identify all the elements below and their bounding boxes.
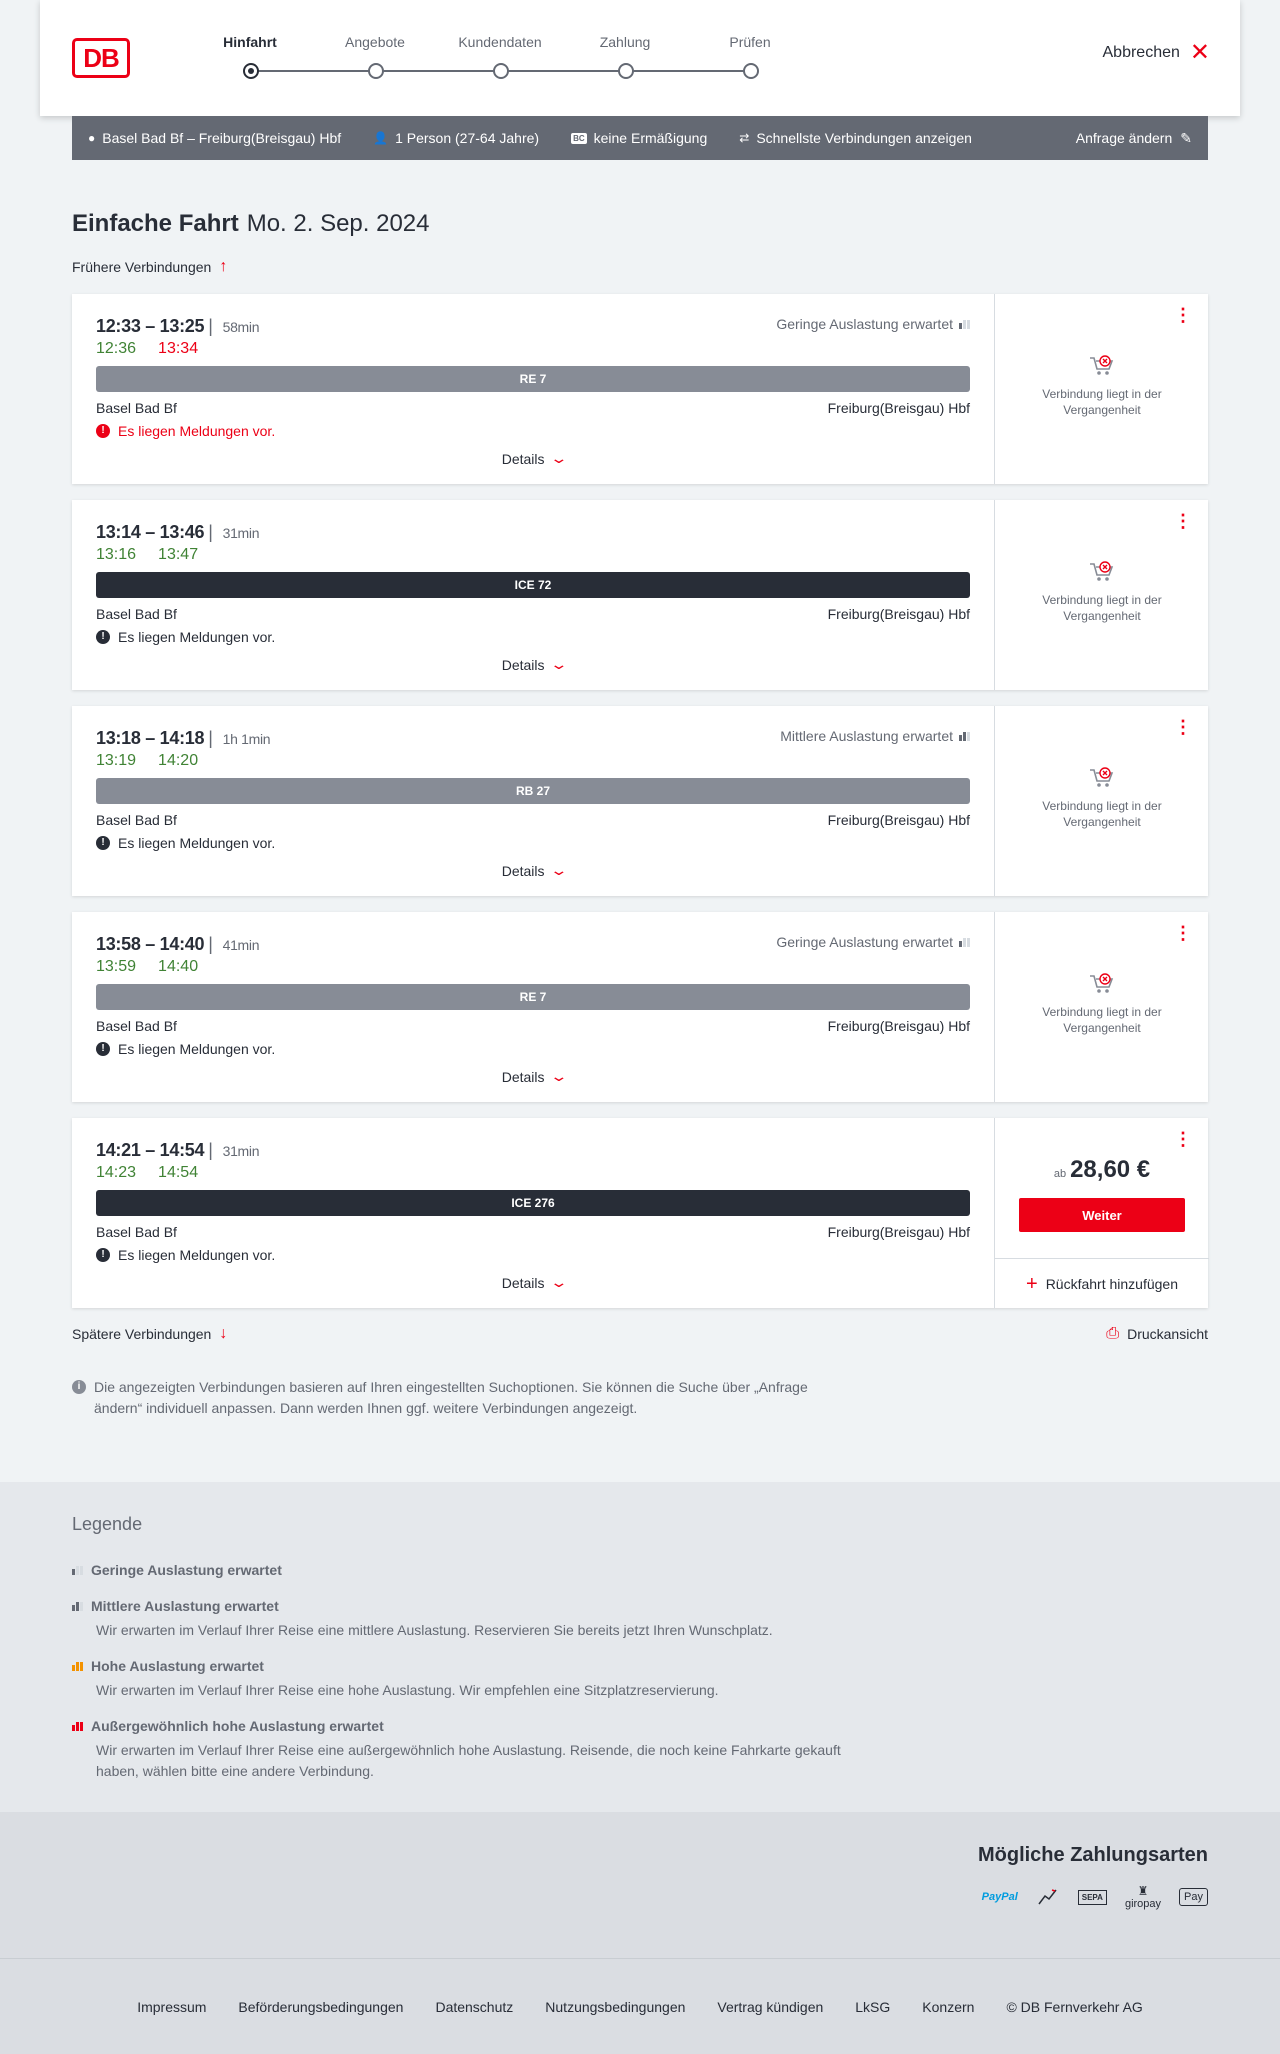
legend-item-title: Geringe Auslastung erwartet [91,1562,282,1578]
arrival-station: Freiburg(Breisgau) Hbf [827,1224,970,1240]
cart-unavailable-icon [1088,766,1116,790]
step-dot [618,63,634,79]
realtime-times [96,340,220,358]
continue-button[interactable]: Weiter [1019,1198,1185,1232]
realtime-departure: 13:16 [96,546,137,563]
departure-station: Basel Bad Bf [96,606,177,622]
connection-times [96,522,259,543]
details-label: Details [501,1274,545,1291]
footer-link-datenschutz[interactable]: Datenschutz [435,1998,514,2015]
past-connection-notice [995,354,1209,418]
earlier-label: Frühere Verbindungen [72,259,212,275]
train-bar: RE 7 [96,984,970,1010]
paypal-pal: Pal [1001,1891,1018,1903]
details-toggle[interactable] [72,656,994,673]
later-label: Spätere Verbindungen [72,1326,212,1342]
past-text: Verbindung liegt in der Vergangenheit [1042,799,1162,829]
cart-unavailable-icon [1088,972,1116,996]
duration: 1h 1min [222,731,271,747]
footer-link-impressum[interactable]: Impressum [137,1998,207,2015]
realtime-arrival: 14:40 [158,958,199,975]
fastest-toggle[interactable] [739,130,972,146]
realtime-departure: 13:59 [96,958,137,975]
arrow-up-icon: ↑ [219,258,228,275]
occupancy-indicator [780,728,970,744]
add-return-trip-button[interactable] [995,1258,1209,1308]
chevron-down-icon: ⌄ [549,450,568,466]
fastest-text: Schnellste Verbindungen anzeigen [756,130,972,146]
step-dot [493,63,509,79]
footer-link-befoerderungsbedingungen[interactable]: Beförderungsbedingungen [238,1998,404,2015]
occupancy-low-icon [959,320,970,329]
offer-panel [994,912,1208,1102]
separator: | [208,934,213,954]
connection-main[interactable] [72,706,994,896]
details-label: Details [501,1068,545,1085]
progress-stepper [210,34,770,84]
price [995,1156,1209,1184]
alert-icon: ! [96,1042,110,1056]
step-dot [368,63,384,79]
train-bar: ICE 72 [96,572,970,598]
price-prefix: ab [1053,1168,1067,1180]
disruption-message [96,835,275,851]
step-label: Prüfen [729,34,771,50]
offer-panel [994,1118,1208,1308]
route-summary [88,130,341,146]
past-text: Verbindung liegt in der Vergangenheit [1042,387,1162,417]
step-pruefen [705,34,795,54]
legend-item-title: Außergewöhnlich hohe Auslastung erwartet [91,1718,384,1734]
pencil-icon: ✎ [1180,129,1192,146]
separator: | [208,522,213,542]
details-toggle[interactable] [72,1274,994,1291]
swap-icon: ⇄ [739,131,750,145]
persons-text: 1 Person (27-64 Jahre) [395,130,540,146]
print-view-link[interactable] [1106,1325,1208,1343]
chevron-down-icon: ⌄ [549,862,568,878]
cart-unavailable-icon [1088,560,1116,584]
page-title [72,210,430,238]
details-toggle[interactable] [72,1068,994,1085]
legend-item-high [72,1658,852,1701]
close-icon: ✕ [1189,39,1210,66]
connection-card [72,912,1208,1102]
step-angebote [330,34,420,54]
legend-item-desc: Wir erwarten im Verlauf Ihrer Reise eine mittlere Auslastung. Reservieren Sie bereits jetzt Ihren Wunschplatz. [96,1622,773,1638]
realtime-departure: 14:23 [96,1164,137,1181]
connection-card [72,1118,1208,1308]
apple-pay-label: Pay [1184,1891,1203,1903]
sepa-icon [1078,1890,1107,1905]
occupancy-low-icon [959,938,970,947]
train-bar: RE 7 [96,366,970,392]
past-text: Verbindung liegt in der Vergangenheit [1042,1005,1162,1035]
separator: | [208,1140,213,1160]
credit-card-icon [1036,1886,1060,1908]
step-label: Hinfahrt [223,34,277,50]
message-text: Es liegen Meldungen vor. [118,1247,276,1263]
change-request-label: Anfrage ändern [1075,130,1173,146]
realtime-times [96,958,220,976]
occupancy-medium-icon [72,1602,83,1611]
step-dot [243,63,259,79]
departure-station: Basel Bad Bf [96,1018,177,1034]
connection-main[interactable] [72,912,994,1102]
connection-times [96,934,259,955]
realtime-arrival: 14:20 [158,752,199,769]
footer-link-vertrag-kuendigen[interactable]: Vertrag kündigen [717,1998,824,2015]
details-toggle[interactable] [72,862,994,879]
disruption-message [96,1041,275,1057]
step-hinfahrt[interactable] [205,34,295,54]
legend-section [0,1482,1280,1812]
info-text: Die angezeigten Verbindungen basieren auf Ihren eingestellten Suchoptionen. Sie können die Suche über „Anfrage ändern“ individuell anpassen. Dann werden Ihnen ggf. weitere Verbindungen angezeigt. [94,1379,808,1416]
location-pin-icon: ● [88,131,96,145]
plus-icon: + [1026,1272,1038,1295]
alert-icon: ! [96,1248,110,1262]
occupancy-high-icon [72,1662,83,1671]
message-text: Es liegen Meldungen vor. [118,835,276,851]
more-options-icon[interactable]: ⋮ [1174,305,1192,325]
train-bar: ICE 276 [96,1190,970,1216]
separator: | [208,728,213,748]
details-label: Details [501,862,545,879]
duration: 31min [222,1143,260,1159]
connection-main[interactable] [72,500,994,690]
apple-pay-icon [1179,1888,1208,1906]
printer-icon: ⎙ [1106,1325,1120,1342]
cart-unavailable-icon [1088,354,1116,378]
realtime-times [96,752,220,770]
legend-item-title: Hohe Auslastung erwartet [91,1658,264,1674]
footer-link-lksg[interactable]: LkSG [855,1998,891,2015]
persons-summary [373,130,539,146]
more-options-icon[interactable]: ⋮ [1174,923,1192,943]
step-zahlung [580,34,670,54]
disruption-message [96,1247,275,1263]
payment-section [0,1812,1280,1958]
arrival-station: Freiburg(Breisgau) Hbf [827,400,970,416]
chevron-down-icon: ⌄ [549,1068,568,1084]
arrival-station: Freiburg(Breisgau) Hbf [827,812,970,828]
legend-item-desc: Wir erwarten im Verlauf Ihrer Reise eine hohe Auslastung. Wir empfehlen eine Sitzplatzreservierung. [96,1682,719,1698]
planned-times: 13:14 – 13:46 [96,522,205,542]
legend-item-medium [72,1598,852,1641]
trip-date: Mo. 2. Sep. 2024 [246,210,430,237]
details-toggle[interactable] [72,450,994,467]
connection-card [72,706,1208,896]
sepa-label: SEPA [1078,1890,1107,1905]
past-connection-notice [995,972,1209,1036]
chevron-down-icon: ⌄ [549,656,568,672]
earlier-connections-link[interactable] [72,258,227,276]
legend-item-desc: Wir erwarten im Verlauf Ihrer Reise eine außergewöhnlich hohe Auslastung. Reisende, die noch keine Fahrkarte gekauft haben, wählen bitte eine andere Verbindung. [96,1742,841,1779]
details-label: Details [501,656,545,673]
offer-panel [994,294,1208,484]
search-summary-bar [72,116,1208,160]
later-connections-link[interactable] [72,1325,227,1343]
alert-icon: ! [96,836,110,850]
discount-text: keine Ermäßigung [593,130,708,146]
alert-icon: ! [96,630,110,644]
duration: 58min [222,319,260,335]
occupancy-text: Mittlere Auslastung erwartet [780,728,953,744]
connection-times [96,728,270,749]
more-options-icon[interactable]: ⋮ [1174,511,1192,531]
route-text: Basel Bad Bf – Freiburg(Breisgau) Hbf [102,130,342,146]
connection-times [96,316,259,337]
past-connection-notice [995,766,1209,830]
realtime-arrival: 13:34 [158,340,199,357]
occupancy-text: Geringe Auslastung erwartet [776,934,953,950]
realtime-arrival: 13:47 [158,546,199,563]
db-logo[interactable]: DB [72,38,130,78]
occupancy-indicator [776,316,970,332]
person-icon: 👤 [373,131,389,145]
realtime-times [96,546,220,564]
planned-times: 13:58 – 14:40 [96,934,205,954]
price-value: 28,60 € [1070,1156,1151,1183]
bahncard-icon: BC [573,133,585,143]
legend-item-low [72,1562,852,1578]
arrival-station: Freiburg(Breisgau) Hbf [827,606,970,622]
footer-copyright: © DB Fernverkehr AG [1006,1998,1143,2015]
add-return-label: Rückfahrt hinzufügen [1045,1275,1178,1292]
payment-methods [982,1884,1208,1910]
legend-item-title: Mittlere Auslastung erwartet [91,1598,279,1614]
giropay-label: giropay [1124,1898,1162,1910]
planned-times: 12:33 – 13:25 [96,316,205,336]
message-text: Es liegen Meldungen vor. [118,423,276,439]
duration: 41min [222,937,260,953]
separator: | [208,316,213,336]
message-text: Es liegen Meldungen vor. [118,629,276,645]
cancel-button[interactable] [1102,39,1211,66]
planned-times: 13:18 – 14:18 [96,728,205,748]
legend-title: Legende [72,1514,143,1534]
offer-panel [994,706,1208,896]
occupancy-low-icon [72,1566,83,1575]
realtime-times [96,1164,220,1182]
realtime-arrival: 14:54 [158,1164,199,1181]
disruption-message [96,423,275,439]
paypal-pay: Pay [981,1891,1002,1903]
connection-main[interactable] [72,294,994,484]
step-label: Kundendaten [458,34,542,50]
alert-icon: ! [96,424,110,438]
footer-link-konzern[interactable]: Konzern [922,1998,975,2015]
realtime-departure: 12:36 [96,340,137,357]
disruption-message [96,629,275,645]
train-bar: RB 27 [96,778,970,804]
cancel-label: Abbrechen [1102,44,1180,61]
step-dot [743,63,759,79]
connection-main[interactable] [72,1118,994,1308]
details-label: Details [501,450,545,467]
more-options-icon[interactable]: ⋮ [1174,1129,1192,1149]
occupancy-indicator [776,934,970,950]
offer-panel [994,500,1208,690]
change-request-button[interactable] [1076,130,1192,147]
departure-station: Basel Bad Bf [96,1224,177,1240]
occupancy-text: Geringe Auslastung erwartet [776,316,953,332]
footer [0,1958,1280,2054]
chevron-down-icon: ⌄ [549,1274,568,1290]
occupancy-exceptional-icon [72,1722,83,1731]
header [40,0,1240,116]
discount-summary [571,130,707,146]
step-kundendaten [455,34,545,54]
departure-station: Basel Bad Bf [96,812,177,828]
arrival-station: Freiburg(Breisgau) Hbf [827,1018,970,1034]
giropay-icon: ♜ giropay [1124,1884,1162,1910]
connection-card [72,294,1208,484]
legend-item-exceptional [72,1718,852,1782]
paypal-icon [982,1891,1018,1903]
connection-card [72,500,1208,690]
footer-link-nutzungsbedingungen[interactable]: Nutzungsbedingungen [545,1998,686,2015]
trip-type: Einfache Fahrt [72,210,239,237]
payment-title: Mögliche Zahlungsarten [977,1844,1208,1866]
connection-times [96,1140,259,1161]
print-label: Druckansicht [1127,1326,1208,1342]
info-note [72,1377,852,1419]
info-icon: i [72,1380,86,1394]
step-label: Zahlung [599,34,651,50]
planned-times: 14:21 – 14:54 [96,1140,205,1160]
message-text: Es liegen Meldungen vor. [118,1041,276,1057]
step-label: Angebote [345,34,405,50]
more-options-icon[interactable]: ⋮ [1174,717,1192,737]
duration: 31min [222,525,260,541]
realtime-departure: 13:19 [96,752,137,769]
departure-station: Basel Bad Bf [96,400,177,416]
past-connection-notice [995,560,1209,624]
past-text: Verbindung liegt in der Vergangenheit [1042,593,1162,623]
arrow-down-icon: ↓ [219,1325,228,1342]
occupancy-medium-icon [959,732,970,741]
